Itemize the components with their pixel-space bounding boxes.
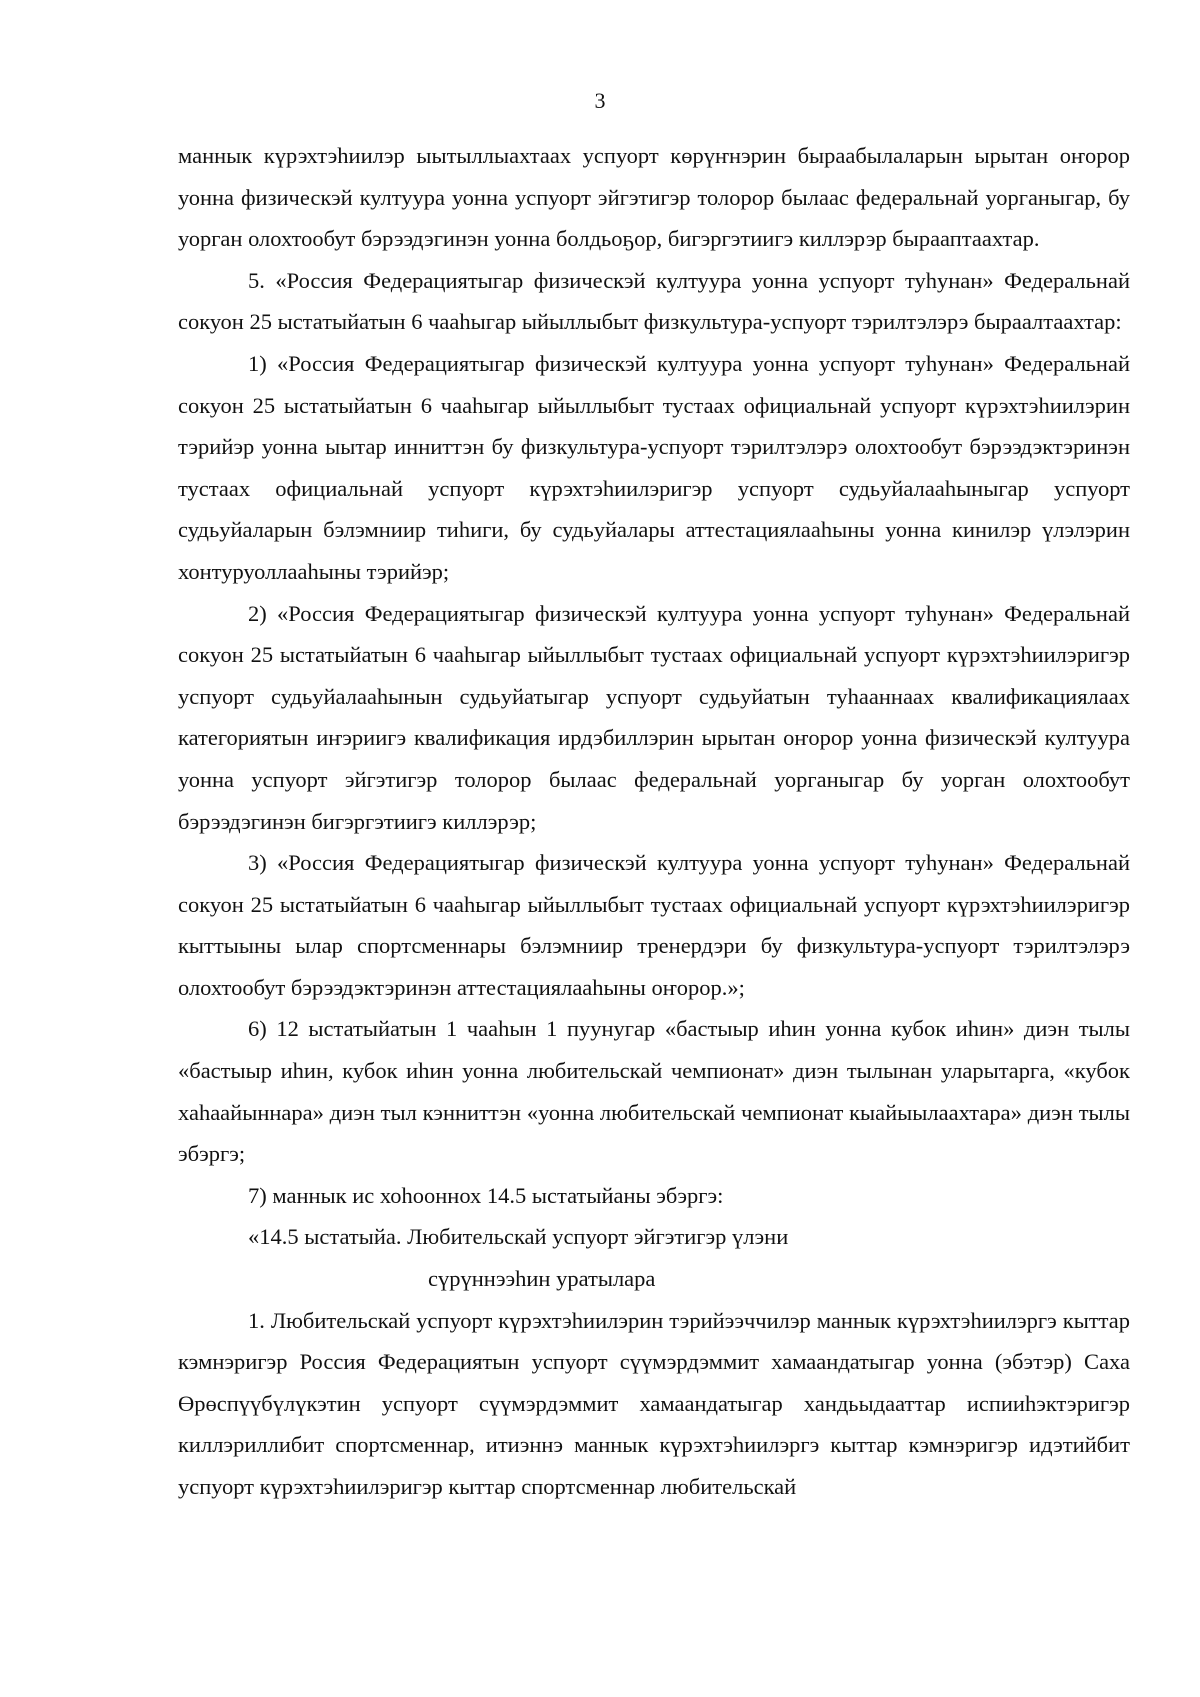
paragraph-subitem-3: 3) «Россия Федерациятыгар физическэй култуура уонна успуорт туһунан» Федеральнай сокуон 25 ыстатыйатын 6 чааһыгар ыйыллыбыт тустаах официальнай успуорт күрэхтэһиилэригэр кыттыыны ылар спортсменнары бэлэмниир тренердэри бу физкультура-успуорт тэрилтэлэрэ олохтообут бэрээдэктэринэн аттестациялааһыны оҥорор.»; — [178, 850, 1130, 1000]
paragraph-subitem-1: 1) «Россия Федерациятыгар физическэй култуура уонна успуорт туһунан» Федеральнай сокуон 25 ыстатыйатын 6 чааһыгар ыйыллыбыт тустаах официальнай успуорт күрэхтэһиилэрин тэрийэр уонна ыытар инниттэн бу физкультура-успуорт тэрилтэлэрэ олохтообут бэрээдэктэринэн тустаах официальнай успуорт күрэхтэһиилэригэр успуорт судьуйалааһыныгар успуорт судьуйаларын бэлэмниир тиһиги, бу судьуйалары аттестациялааһыны уонна кинилэр үлэлэрин хонтуруоллааһыны тэрийэр; — [178, 350, 1130, 584]
article-heading-line2: сүрүннээһин уратылара — [428, 1266, 656, 1292]
paragraph-subitem-2: 2) «Россия Федерациятыгар физическэй култуура уонна успуорт туһунан» Федеральнай сокуон 25 ыстатыйатын 6 чааһыгар ыйыллыбыт тустаах официальнай успуорт күрэхтэһиилэригэр успуорт судьуйалааһынын судьуйатыгар успуорт судьуйатын туһааннаах квалификациялаах категориятын иҥэриигэ квалификация ирдэбиллэрин ырытан оҥорор уонна физическэй култуура уонна успуорт эйгэтигэр толорор былаас федеральнай уорганыгар бу уорган олохтообут бэрээдэгинэн бигэргэтиигэ киллэрэр; — [178, 600, 1130, 834]
paragraph-item-7: 7) маннык ис хоһооннох 14.5 ыстатыйаны эбэргэ: — [248, 1182, 724, 1208]
paragraph-item-6: 6) 12 ыстатыйатын 1 чааһын 1 пуунугар «бастыыр иһин уонна кубок иһин» диэн тылы «бастыыр иһин, кубок иһин уонна любительскай чемпионат» диэн тылынан уларытарга, «кубок хаһаайыннара» диэн тыл кэнниттэн «уонна любительскай чемпионат кыайыылаахтара» диэн тылы эбэргэ; — [178, 1016, 1130, 1167]
article-heading-line1: «14.5 ыстатыйа. Любительскай успуорт эйгэтигэр үлэни — [248, 1224, 789, 1250]
page-number: 3 — [594, 88, 606, 113]
paragraph-article-point-1: 1. Любительскай успуорт күрэхтэһиилэрин тэрийээччилэр маннык күрэхтэһиилэргэ кыттар кэмнэригэр Россия Федерациятын успуорт сүүмэрдэммит хамаандатыгар уонна (эбэтэр) Саха Өрөспүүбүлүкэтин успуорт сүүмэрдэммит хамаандатыгар хандьыдааттар испииһэктэригэр киллэриллибит спортсменнар, итиэннэ маннык күрэхтэһиилэргэ кыттар кэмнэригэр идэтийбит успуорт күрэхтэһиилэригэр кыттар спортсменнар любительскай — [178, 1307, 1130, 1499]
paragraph-item-5: 5. «Россия Федерациятыгар физическэй култуура уонна успуорт туһунан» Федеральнай сокуон 25 ыстатыйатын 6 чааһыгар ыйыллыбыт физкультура-успуорт тэрилтэлэрэ быраалтаахтар: — [178, 267, 1130, 335]
document-body — [178, 135, 1130, 1508]
paragraph-continuation: маннык күрэхтэһиилэр ыытыллыахтаах успуорт көрүҥнэрин быраабылаларын ырытан оҥорор уонна физическэй култуура уонна успуорт эйгэтигэр толорор былаас федеральнай уорганыгар, бу уорган олохтообут бэрээдэгинэн уонна болдьоҕор, бигэргэтиигэ киллэрэр бырааптаахтар. — [178, 143, 1130, 252]
